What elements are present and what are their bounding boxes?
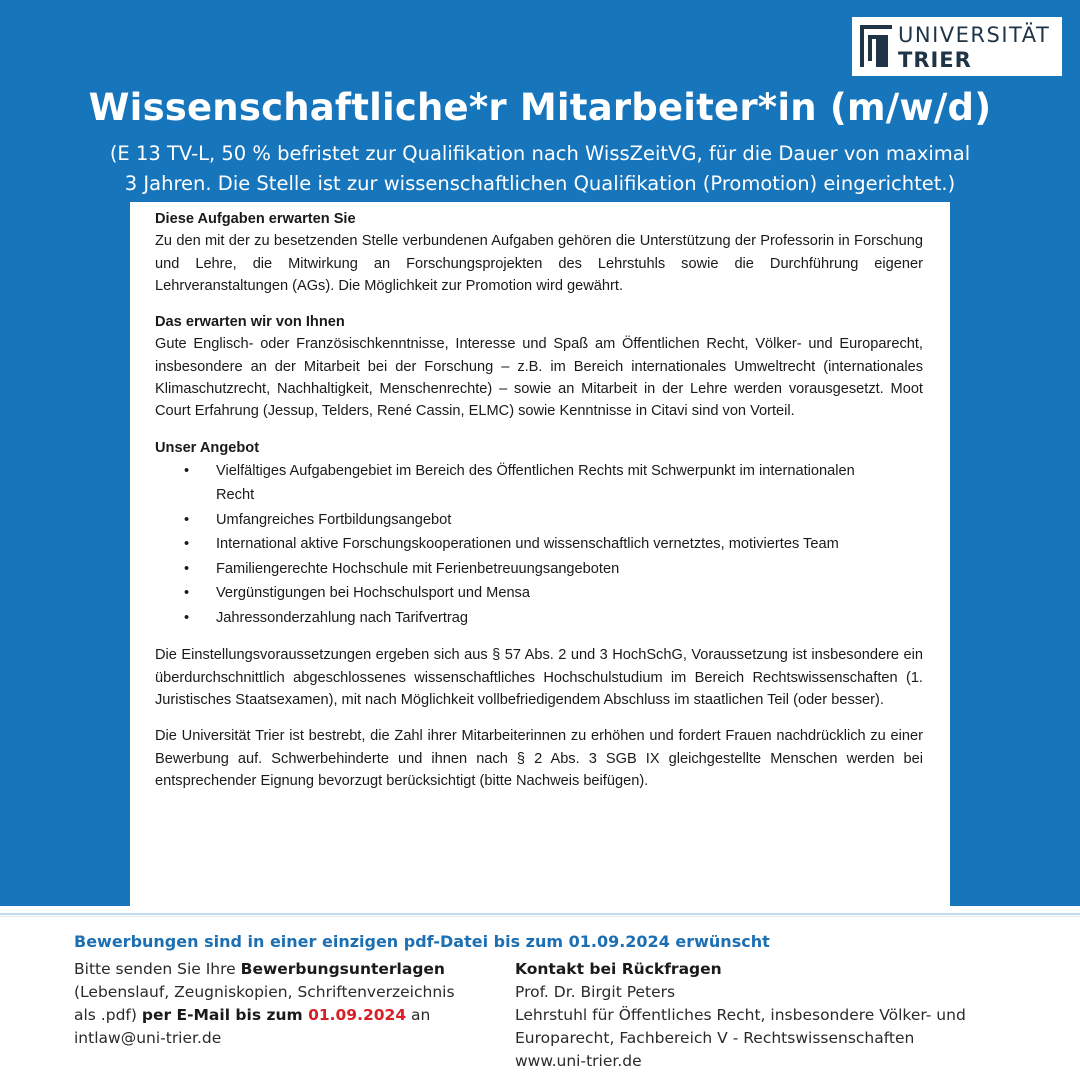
job-description-document <box>130 202 950 906</box>
contact-name: Prof. Dr. Birgit Peters <box>515 983 676 1001</box>
job-title: Wissenschaftliche*r Mitarbeiter*in (m/w/d) <box>88 86 992 129</box>
website-link[interactable]: www.uni-trier.de <box>515 1052 642 1070</box>
documents-label: Bewerbungsunterlagen <box>240 960 445 978</box>
contact-heading: Kontakt bei Rückfragen <box>515 960 722 978</box>
bullet-icon: • <box>184 560 190 577</box>
application-instructions: Bitte senden Sie Ihre Bewerbungsunterlagen (Lebenslauf, Zeugniskopien, Schriftenverzeichnis als .pdf) per E-Mail bis zum 01.09.2024 an intlaw@uni-trier.de <box>74 958 474 1050</box>
logo-text-universitaet: UNIVERSITÄT <box>898 23 1051 47</box>
conditions-text: Die Einstellungsvoraussetzungen ergeben sich aus § 57 Abs. 2 und 3 HochSchG, Voraussetzung ist insbesondere ein überdurchschnittlich abgeschlossenes wissenschaftliches Hochschulstudium im Bereich Rechtswissenschaften (1. Juristisches Staatsexamen), mit nach Möglichkeit vollbefriedigendem Abschluss im staatlichen Teil (oder besser). <box>155 647 923 709</box>
list-item: • Familiengerechte Hochschule mit Ferienbetreuungsangeboten <box>155 557 923 582</box>
contact-block <box>515 958 1035 1073</box>
bullet-icon: • <box>184 609 190 626</box>
bullet-icon: • <box>184 585 190 602</box>
bullet-icon: • <box>184 511 190 528</box>
university-emblem-icon <box>860 25 892 67</box>
requirements-heading: Das erwarten wir von Ihnen <box>155 314 345 331</box>
contact-chair-line2: Europarecht, Fachbereich V - Rechtswissenschaften <box>515 1029 915 1047</box>
contact-chair-line1: Lehrstuhl für Öffentliches Recht, insbesondere Völker- und <box>515 1006 966 1024</box>
list-item: • Jahressonderzahlung nach Tarifvertrag <box>155 606 923 631</box>
list-item: • Umfangreiches Fortbildungsangebot <box>155 508 923 533</box>
tasks-text: Zu den mit der zu besetzenden Stelle verbundenen Aufgaben gehören die Unterstützung der Professorin in Forschung und Lehre, die Mitwirkung an Forschungsprojekten des Lehrstuhls sowie die Durchführung eigener Lehrveranstaltungen (AGs). Die Möglichkeit zur Promotion wird gewährt. <box>155 233 923 294</box>
job-subtitle-line2: 3 Jahren. Die Stelle ist zur wissenschaftlichen Qualifikation (Promotion) eingerichtet.) <box>124 172 956 195</box>
logo-text-trier: TRIER <box>898 48 972 72</box>
application-email-link[interactable]: intlaw@uni-trier.de <box>74 1029 222 1047</box>
application-footer <box>0 906 1080 1080</box>
divider <box>0 916 1080 917</box>
application-heading: Bewerbungen sind in einer einzigen pdf-Datei bis zum 01.09.2024 erwünscht <box>74 932 770 951</box>
bullet-icon: • <box>184 462 190 479</box>
equality-text: Die Universität Trier ist bestrebt, die Zahl ihrer Mitarbeiterinnen zu erhöhen und fordert Frauen nachdrücklich zu einer Bewerbung auf. Schwerbehinderte und ihnen nach § 2 Abs. 3 SGB IX gleichgestellte Menschen werden bei entsprechender Eignung bevorzugt berücksichtigt (bitte Nachweis beifügen). <box>155 728 923 789</box>
list-item: • International aktive Forschungskooperationen und wissenschaftlich vernetztes, motiviertes Team <box>155 532 923 557</box>
list-item: • Vergünstigungen bei Hochschulsport und Mensa <box>155 581 923 606</box>
offer-heading: Unser Angebot <box>155 439 260 456</box>
university-logo <box>852 17 1062 76</box>
offer-list <box>155 459 923 631</box>
list-item: • Vielfältiges Aufgabengebiet im Bereich des Öffentlichen Rechts mit Schwerpunkt im internationalen Recht <box>155 459 923 508</box>
tasks-heading: Diese Aufgaben erwarten Sie <box>155 211 356 227</box>
job-subtitle-line1: (E 13 TV-L, 50 % befristet zur Qualifikation nach WissZeitVG, für die Dauer von maximal <box>109 142 971 165</box>
divider <box>0 913 1080 915</box>
deadline-date: 01.09.2024 <box>308 1006 407 1024</box>
bullet-icon: • <box>184 536 190 553</box>
requirements-text: Gute Englisch- oder Französischkenntnisse, Interesse und Spaß am Öffentlichen Recht, Völker- und Europarecht, insbesondere an der Mitarbeit bei der Forschung – z.B. im Bereich internationales Umweltrecht (internationales Klimaschutzrecht, Nachhaltigkeit, Menschenrechte) – sowie an Mitarbeit in der Lehre werden vorausgesetzt. Moot Court Erfahrung (Jessup, Telders, René Cassin, ELMC) sowie Kenntnisse in Citavi sind von Vorteil. <box>155 336 923 420</box>
